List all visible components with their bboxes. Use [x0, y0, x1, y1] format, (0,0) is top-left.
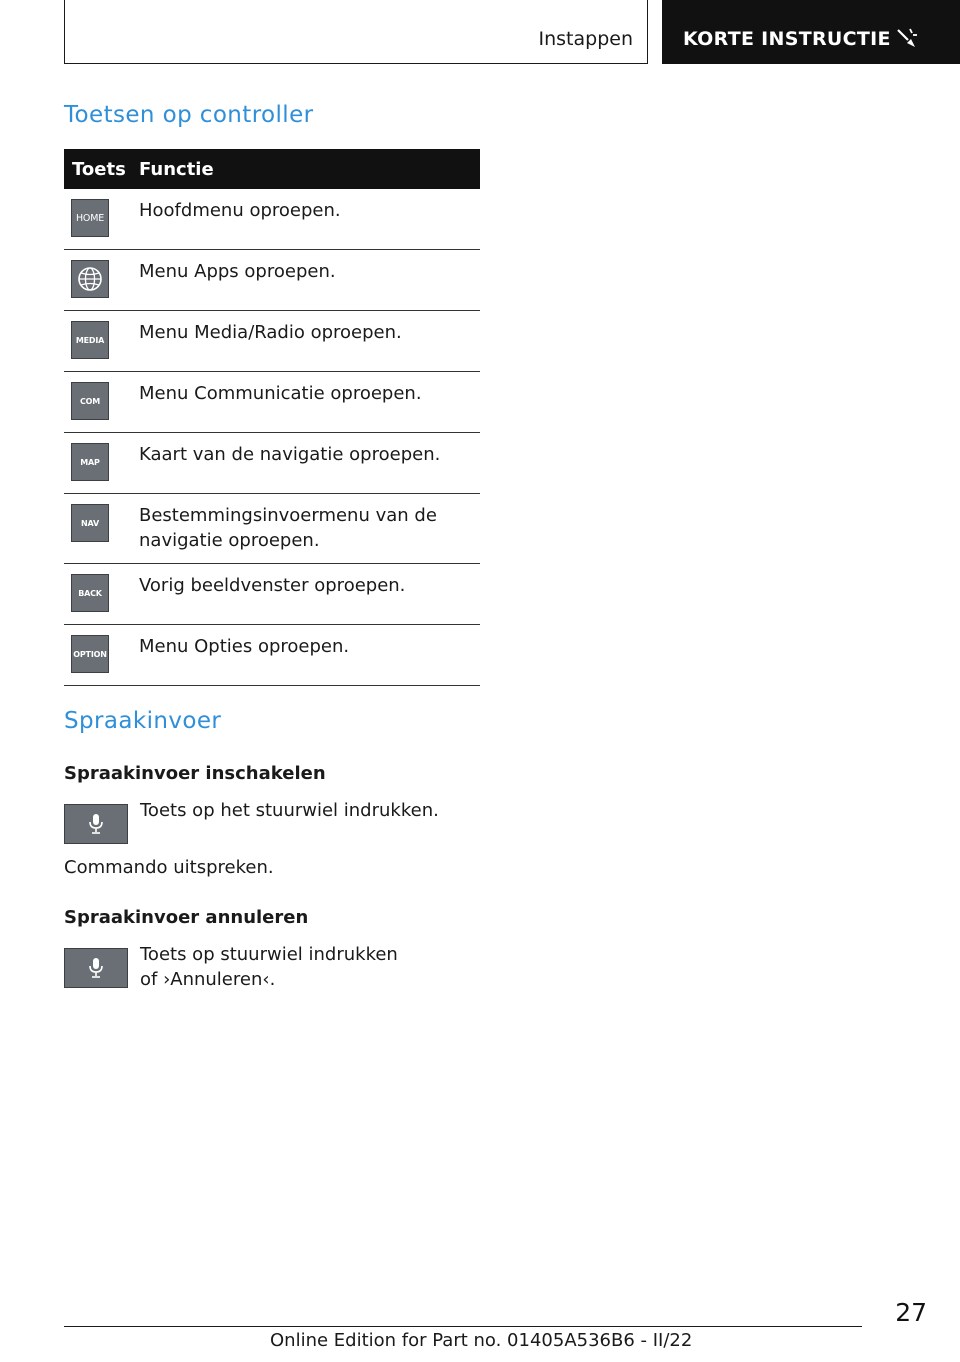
home-key-icon: HOME — [71, 199, 109, 237]
table-row — [64, 372, 480, 433]
media-key-icon: MEDIA — [71, 321, 109, 359]
voice-cancel-heading: Spraakinvoer annuleren — [64, 907, 309, 928]
table-row — [64, 311, 480, 372]
table-row — [64, 625, 480, 686]
function-text: Menu Media/Radio oproepen. — [139, 311, 480, 372]
voice-cancel-line-2: of ›Annuleren‹. — [140, 969, 276, 990]
column-header-function: Functie — [139, 149, 480, 189]
header-chapter-box — [662, 0, 960, 64]
table-row — [64, 250, 480, 311]
apps-globe-key-icon — [71, 260, 109, 298]
map-key-icon: MAP — [71, 443, 109, 481]
function-text: Menu Communicatie oproepen. — [139, 372, 480, 433]
voice-speak-step: Commando uitspreken. — [64, 857, 274, 878]
header-section-title: Instappen — [538, 28, 633, 50]
option-key-icon: OPTION — [71, 635, 109, 673]
controller-keys-table — [64, 149, 480, 686]
table-row — [64, 494, 480, 564]
microphone-icon — [88, 957, 104, 979]
function-text: Menu Opties oproepen. — [139, 625, 480, 686]
table-header-row — [64, 149, 480, 189]
back-key-icon: BACK — [71, 574, 109, 612]
section-title-controller: Toetsen op controller — [64, 102, 314, 128]
page-number: 27 — [895, 1298, 927, 1327]
microphone-icon — [88, 813, 104, 835]
voice-button-enable — [64, 804, 128, 844]
function-text: Vorig beeldvenster oproepen. — [139, 564, 480, 625]
column-header-key: Toets — [64, 149, 139, 189]
voice-enable-step: Toets op het stuurwiel indrukken. — [140, 800, 439, 821]
function-text: Menu Apps oproepen. — [139, 250, 480, 311]
voice-cancel-line-1: Toets op stuurwiel indrukken — [140, 944, 398, 965]
function-text: Kaart van de navigatie oproepen. — [139, 433, 480, 494]
table-row — [64, 433, 480, 494]
voice-cancel-step — [140, 942, 398, 992]
voice-button-cancel — [64, 948, 128, 988]
quick-start-arrow-icon — [896, 27, 918, 49]
function-text: Bestemmingsinvoermenu van de navigatie oproepen. — [139, 494, 480, 564]
table-row — [64, 189, 480, 250]
header-section-box — [64, 0, 648, 64]
function-text: Hoofdmenu oproepen. — [139, 189, 480, 250]
footer-edition: Online Edition for Part no. 01405A536B6 - II/22 — [270, 1330, 693, 1351]
footer-rule — [64, 1326, 862, 1327]
com-key-icon: COM — [71, 382, 109, 420]
nav-key-icon: NAV — [71, 504, 109, 542]
section-title-voice: Spraakinvoer — [64, 708, 222, 734]
table-row — [64, 564, 480, 625]
header-chapter-title: KORTE INSTRUCTIE — [683, 28, 891, 50]
voice-enable-heading: Spraakinvoer inschakelen — [64, 763, 326, 784]
